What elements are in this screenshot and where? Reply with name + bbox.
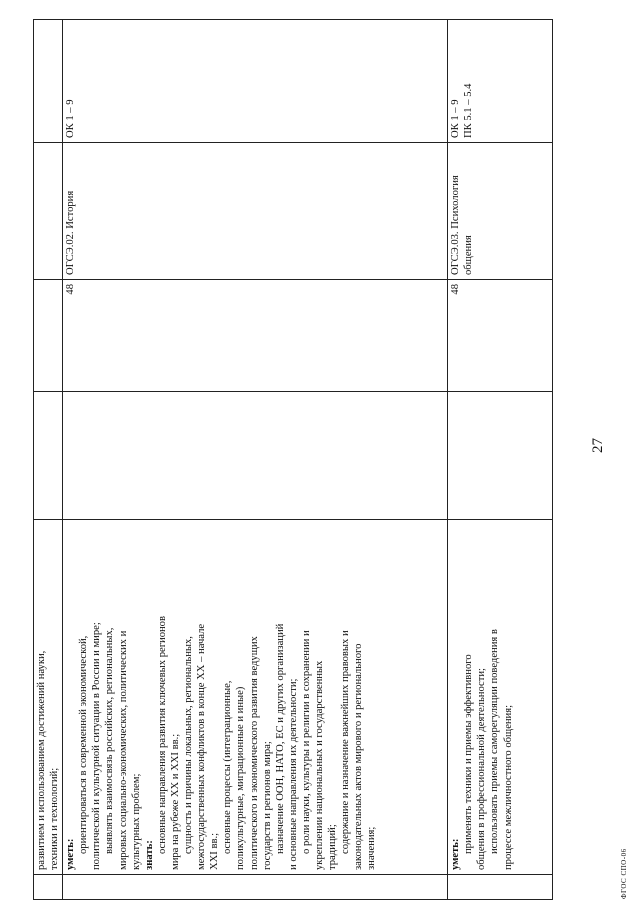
cell-blank [63,875,448,900]
cell-history-content [63,520,448,875]
discipline-line: общения [463,235,475,275]
list-item: и основные направления их деятельности; [287,678,299,870]
cell-psychology-discipline [448,143,553,280]
list-item: укреплении национальных и государственных [313,660,325,870]
footer-code: ФГОС СПО-06 [620,848,628,899]
list-item: использовать приемы саморегуляции поведения в [489,629,501,854]
list-item: применять техники и приемы эффективного [463,654,475,854]
cell-empty [34,280,63,392]
list-item: государств и регионов мира; [261,741,273,870]
page-number: 27 [590,438,606,453]
cell-empty [63,392,448,520]
discipline-line: ОГСЭ.03. Психология [450,175,462,275]
list-item: политической и культурной ситуации в России и мире; [91,622,103,870]
list-item: политического и экономического развития ведущих [248,636,260,870]
table-row-intro [34,20,63,900]
intro-line: техники и технологий; [49,767,61,870]
cell-empty [34,20,63,143]
cell-psychology-content [448,520,553,875]
list-item: традиций; [327,824,339,870]
list-item: XXI вв.; [209,832,221,870]
list-item: культурных проблем; [130,773,142,870]
cell-blank [34,875,63,900]
cell-intro-text [34,520,63,875]
list-item: назначение ООН, НАТО, ЕС и других организаций [274,623,286,854]
cell-empty [34,392,63,520]
table-row-psychology [448,20,553,900]
cell-psychology-hours: 48 [448,280,553,392]
list-item: ориентироваться в современной экономической, [78,635,90,854]
competency-line: ОК 1 – 9 [450,99,462,138]
list-item: мира на рубеже XX и XXI вв.; [169,733,181,870]
list-item: выявлять взаимосвязь российских, региональных, [104,627,116,854]
list-item: сущность и причины локальных, региональных, [183,636,195,854]
list-item: общения в профессиональной деятельности; [476,668,488,870]
cell-history-discipline: ОГСЭ.02. История [63,143,448,280]
list-item: содержание и назначение важнейших правовых и [340,630,352,854]
cell-empty [448,392,553,520]
intro-line: развитием и использованием достижений науки, [36,650,47,870]
list-item: межгосударственных конфликтов в конце XX – начале [196,623,208,870]
umet-label: уметь: [65,838,77,870]
cell-empty [34,143,63,280]
list-item: о роли науки, культуры и религии в сохранении и [300,630,312,854]
umet-label: уметь: [450,838,462,870]
cell-psychology-competencies [448,20,553,143]
competency-table [33,19,553,900]
cell-history-hours: 48 [63,280,448,392]
list-item: процессе межличностного общения; [502,704,514,870]
competency-line: ПК 5.1 – 5.4 [463,83,475,138]
list-item: законодательных актов мирового и регионального [353,643,365,870]
table-row-history [63,20,448,900]
list-item: мировых социально-экономических, политических и [117,630,129,870]
list-item: основные процессы (интеграционные, [222,680,234,854]
list-item: значения; [366,826,378,870]
znat-label: знать: [143,840,155,870]
cell-blank [448,875,553,900]
cell-history-competencies: ОК 1 – 9 [63,20,448,143]
list-item: основные направления развития ключевых регионов [156,616,168,854]
list-item: поликультурные, миграционные и иные) [235,686,247,870]
